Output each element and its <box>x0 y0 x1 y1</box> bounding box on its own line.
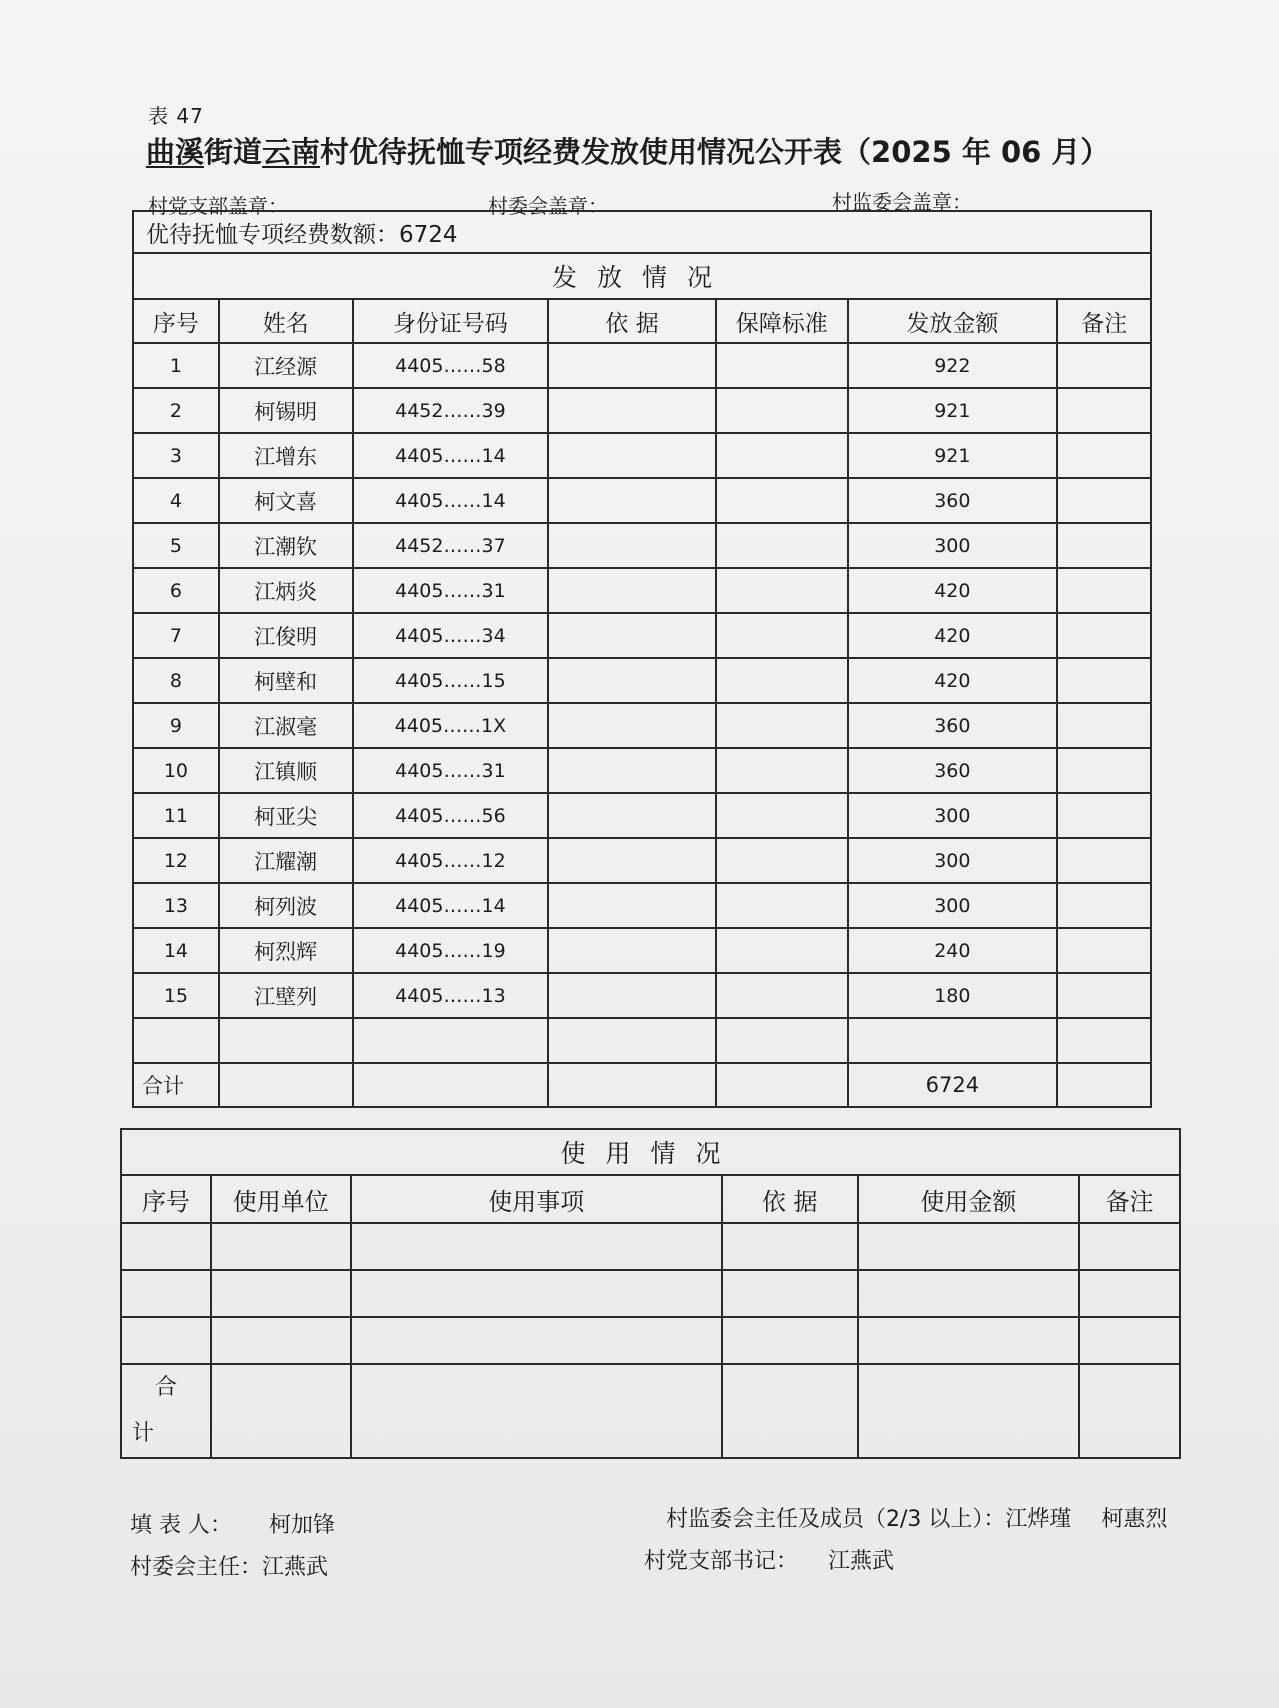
party-secretary-label: 村党支部书记： <box>644 1549 799 1574</box>
title-part-street: 街道 <box>204 135 263 169</box>
row-id: 4405……31 <box>353 568 549 613</box>
row-basis <box>548 793 716 838</box>
row-id: 4405……15 <box>353 658 549 703</box>
row-remark <box>1057 343 1151 388</box>
row-standard <box>716 568 848 613</box>
row-name: 柯列波 <box>219 883 353 928</box>
table-row <box>133 793 1151 838</box>
usage-empty-row <box>121 1270 1180 1317</box>
usage-total-row <box>121 1364 1180 1458</box>
row-basis <box>548 343 716 388</box>
row-id: 4405……19 <box>353 928 549 973</box>
row-name: 江壁列 <box>219 973 353 1018</box>
header-standard: 保障标准 <box>716 299 848 343</box>
row-no: 15 <box>133 973 219 1018</box>
usage-table <box>120 1128 1181 1459</box>
usage-header-remark: 备注 <box>1079 1175 1180 1223</box>
row-remark <box>1057 613 1151 658</box>
table-row <box>133 613 1151 658</box>
document-title <box>146 130 1109 171</box>
row-standard <box>716 838 848 883</box>
row-remark <box>1057 793 1151 838</box>
row-id: 4405……14 <box>353 433 549 478</box>
row-no: 13 <box>133 883 219 928</box>
row-remark <box>1057 478 1151 523</box>
row-standard <box>716 433 848 478</box>
row-remark <box>1057 388 1151 433</box>
filler-label: 填 表 人： <box>130 1513 232 1538</box>
row-name: 柯亚尖 <box>219 793 353 838</box>
committee-director-line <box>130 1550 328 1581</box>
usage-total-label <box>121 1364 211 1458</box>
row-id: 4452……37 <box>353 523 549 568</box>
row-name: 江镇顺 <box>219 748 353 793</box>
table-row <box>133 928 1151 973</box>
title-part-rest: 村优待抚恤专项经费发放使用情况公开表（2025 年 06 月） <box>320 135 1110 169</box>
row-standard <box>716 613 848 658</box>
row-standard <box>716 703 848 748</box>
row-remark <box>1057 658 1151 703</box>
distribution-rows <box>133 343 1151 1018</box>
row-no: 1 <box>133 343 219 388</box>
row-basis <box>548 658 716 703</box>
row-id: 4405……13 <box>353 973 549 1018</box>
row-amount: 922 <box>848 343 1058 388</box>
row-basis <box>548 433 716 478</box>
row-remark <box>1057 928 1151 973</box>
row-no: 3 <box>133 433 219 478</box>
table-row <box>133 748 1151 793</box>
row-basis <box>548 388 716 433</box>
row-standard <box>716 793 848 838</box>
usage-section-title: 使用情况 <box>121 1129 1180 1175</box>
table-row <box>133 838 1151 883</box>
row-basis <box>548 703 716 748</box>
row-name: 江潮钦 <box>219 523 353 568</box>
row-remark <box>1057 703 1151 748</box>
total-row <box>133 1063 1151 1107</box>
total-label: 合计 <box>133 1063 219 1107</box>
row-basis <box>548 523 716 568</box>
table-row <box>133 883 1151 928</box>
usage-header-unit: 使用单位 <box>211 1175 351 1223</box>
row-amount: 300 <box>848 793 1058 838</box>
seal-supervision: 村监委会盖章： <box>832 190 972 214</box>
committee-director-name: 江燕武 <box>262 1555 329 1580</box>
row-remark <box>1057 523 1151 568</box>
row-id: 4452……39 <box>353 388 549 433</box>
table-row <box>133 478 1151 523</box>
supervision-member-2: 柯惠烈 <box>1101 1507 1168 1532</box>
table-row <box>133 973 1151 1018</box>
row-remark <box>1057 838 1151 883</box>
row-no: 12 <box>133 838 219 883</box>
table-row <box>133 703 1151 748</box>
row-standard <box>716 748 848 793</box>
row-amount: 180 <box>848 973 1058 1018</box>
row-amount: 360 <box>848 703 1058 748</box>
row-basis <box>548 613 716 658</box>
row-amount: 420 <box>848 613 1058 658</box>
row-id: 4405……56 <box>353 793 549 838</box>
row-no: 5 <box>133 523 219 568</box>
total-amount: 6724 <box>848 1063 1058 1107</box>
row-no: 8 <box>133 658 219 703</box>
row-name: 柯锡明 <box>219 388 353 433</box>
row-name: 江俊明 <box>219 613 353 658</box>
row-amount: 300 <box>848 883 1058 928</box>
table-row <box>133 523 1151 568</box>
party-secretary-name: 江燕武 <box>828 1549 895 1574</box>
row-remark <box>1057 883 1151 928</box>
committee-director-label: 村委会主任： <box>130 1555 263 1580</box>
row-id: 4405……14 <box>353 478 549 523</box>
usage-empty-row <box>121 1223 1180 1270</box>
row-no: 6 <box>133 568 219 613</box>
row-standard <box>716 883 848 928</box>
usage-total-label-1: 合 <box>154 1375 177 1400</box>
row-basis <box>548 928 716 973</box>
row-basis <box>548 478 716 523</box>
row-name: 江耀潮 <box>219 838 353 883</box>
row-standard <box>716 343 848 388</box>
row-standard <box>716 523 848 568</box>
title-part-village: 云南 <box>262 135 321 169</box>
row-amount: 921 <box>848 388 1058 433</box>
usage-empty-row <box>121 1317 1180 1364</box>
row-name: 江炳炎 <box>219 568 353 613</box>
usage-header-amount: 使用金额 <box>858 1175 1080 1223</box>
row-standard <box>716 658 848 703</box>
row-no: 2 <box>133 388 219 433</box>
row-name: 江淑毫 <box>219 703 353 748</box>
row-amount: 360 <box>848 478 1058 523</box>
row-no: 7 <box>133 613 219 658</box>
row-standard <box>716 973 848 1018</box>
table-row <box>133 658 1151 703</box>
row-remark <box>1057 973 1151 1018</box>
seal-party: 村党支部盖章： <box>148 194 288 218</box>
row-amount: 420 <box>848 658 1058 703</box>
row-standard <box>716 928 848 973</box>
usage-header-item: 使用事项 <box>351 1175 722 1223</box>
row-name: 柯烈辉 <box>219 928 353 973</box>
row-basis <box>548 838 716 883</box>
row-amount: 420 <box>848 568 1058 613</box>
form-number: 表 47 <box>148 104 204 128</box>
row-amount: 240 <box>848 928 1058 973</box>
distribution-table <box>132 210 1152 1108</box>
table-row <box>133 343 1151 388</box>
blank-row <box>133 1018 1151 1063</box>
header-remark: 备注 <box>1057 299 1151 343</box>
filler-name: 柯加锋 <box>269 1513 336 1538</box>
row-remark <box>1057 433 1151 478</box>
row-name: 江增东 <box>219 433 353 478</box>
table-row <box>133 568 1151 613</box>
row-amount: 300 <box>848 523 1058 568</box>
header-name: 姓名 <box>219 299 353 343</box>
usage-header-basis: 依 据 <box>722 1175 858 1223</box>
row-basis <box>548 568 716 613</box>
row-basis <box>548 883 716 928</box>
row-remark <box>1057 568 1151 613</box>
row-remark <box>1057 748 1151 793</box>
row-basis <box>548 973 716 1018</box>
row-no: 11 <box>133 793 219 838</box>
table-row <box>133 388 1151 433</box>
header-id: 身份证号码 <box>353 299 549 343</box>
row-amount: 300 <box>848 838 1058 883</box>
row-no: 9 <box>133 703 219 748</box>
row-id: 4405……58 <box>353 343 549 388</box>
distribution-section-title: 发放情况 <box>133 253 1151 299</box>
row-no: 4 <box>133 478 219 523</box>
supervision-label: 村监委会主任及成员（2/3 以上）： <box>666 1507 1006 1532</box>
fund-amount: 优待抚恤专项经费数额：6724 <box>133 211 1151 253</box>
row-name: 江经源 <box>219 343 353 388</box>
seal-committee: 村委会盖章： <box>488 194 608 218</box>
row-name: 柯壁和 <box>219 658 353 703</box>
row-standard <box>716 388 848 433</box>
table-row <box>133 433 1151 478</box>
supervision-line <box>666 1502 1167 1533</box>
title-part-town: 曲溪 <box>146 135 205 169</box>
party-secretary-line <box>644 1544 894 1575</box>
usage-total-label-2: 计 <box>132 1421 155 1446</box>
row-no: 10 <box>133 748 219 793</box>
row-no: 14 <box>133 928 219 973</box>
row-amount: 360 <box>848 748 1058 793</box>
row-id: 4405……31 <box>353 748 549 793</box>
row-name: 柯文喜 <box>219 478 353 523</box>
row-amount: 921 <box>848 433 1058 478</box>
header-basis: 依 据 <box>548 299 716 343</box>
row-id: 4405……12 <box>353 838 549 883</box>
filler-line <box>130 1508 335 1539</box>
supervision-member-1: 江烨瑾 <box>1005 1507 1072 1532</box>
row-standard <box>716 478 848 523</box>
usage-header-no: 序号 <box>121 1175 211 1223</box>
header-no: 序号 <box>133 299 219 343</box>
row-basis <box>548 748 716 793</box>
header-amount: 发放金额 <box>848 299 1058 343</box>
row-id: 4405……34 <box>353 613 549 658</box>
row-id: 4405……1X <box>353 703 549 748</box>
row-id: 4405……14 <box>353 883 549 928</box>
